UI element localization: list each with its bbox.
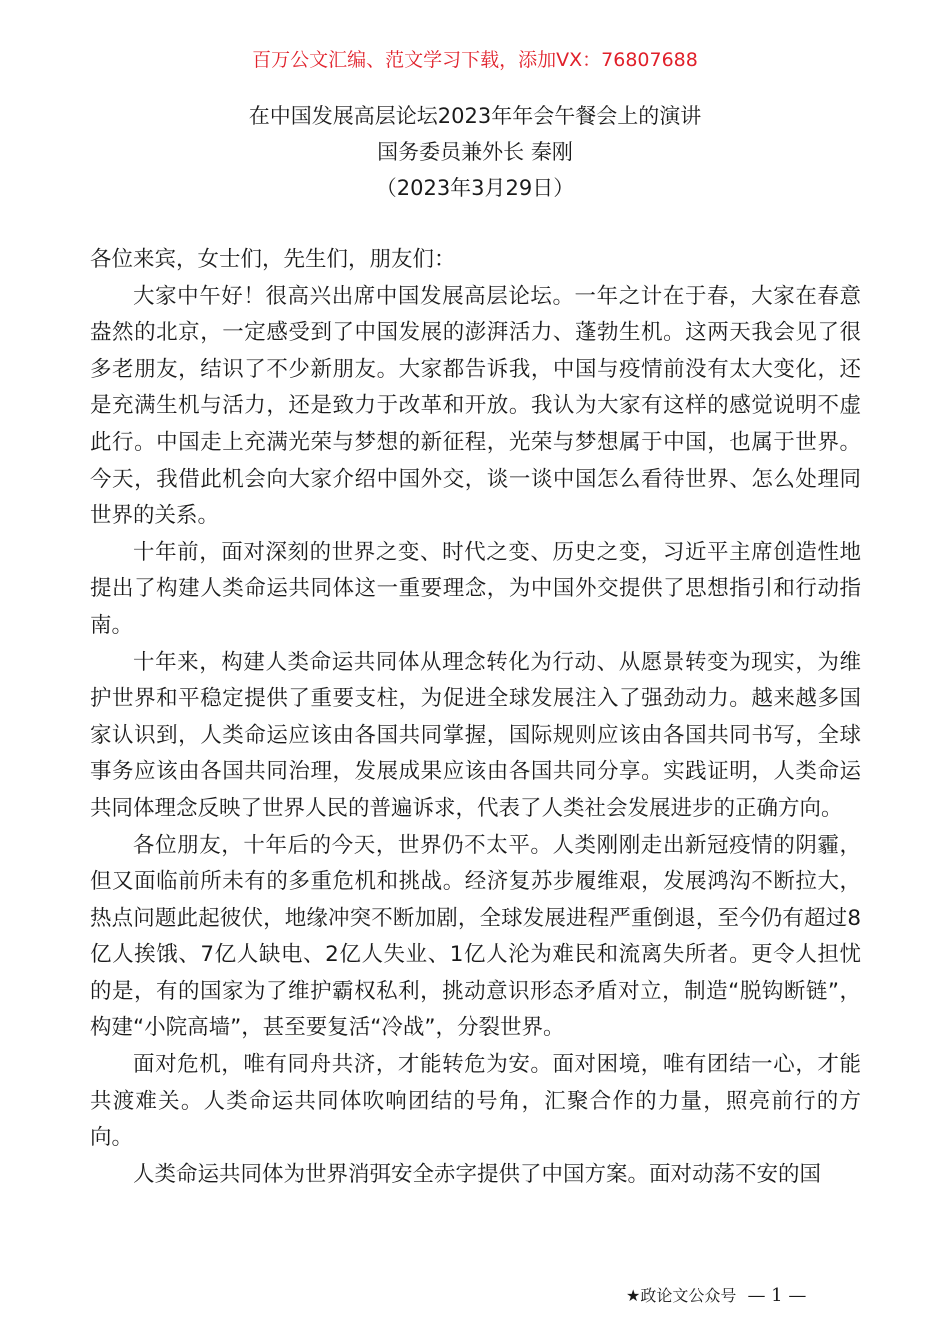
watermark-banner: 百万公文汇编、范文学习下载，添加VX：76807688 (252, 49, 698, 71)
title-block (0, 98, 950, 206)
paragraph: 十年来，构建人类命运共同体从理念转化为行动、从愿景转变为现实，为维护世界和平稳定提供了重要支柱，为促进全球发展注入了强劲动力。越来越多国家认识到，人类命运应该由各国共同掌握，国际规则应该由各国共同书写，全球事务应该由各国共同治理，发展成果应该由各国共同分享。实践证明，人类命运共同体理念反映了世界人民的普遍诉求，代表了人类社会发展进步的正确方向。 (90, 649, 861, 821)
footer-source: ★政论文公众号 (626, 1286, 737, 1305)
page-footer (626, 1284, 806, 1308)
paragraph: 大家中午好！很高兴出席中国发展高层论坛。一年之计在于春，大家在春意盎然的北京，一定感受到了中国发展的澎湃活力、蓬勃生机。这两天我会见了很多老朋友，结识了不少新朋友。大家都告诉我，中国与疫情前没有太大变化，还是充满生机与活力，还是致力于改革和开放。我认为大家有这样的感觉说明不虚此行。中国走上充满光荣与梦想的新征程，光荣与梦想属于中国，也属于世界。今天，我借此机会向大家介绍中国外交，谈一谈中国怎么看待世界、怎么处理同世界的关系。 (90, 283, 861, 529)
paragraph: 十年前，面对深刻的世界之变、时代之变、历史之变，习近平主席创造性地提出了构建人类命运共同体这一重要理念，为中国外交提供了思想指引和行动指南。 (90, 539, 861, 638)
speech-body (90, 242, 861, 1193)
speech-date: （2023年3月29日） (375, 176, 575, 200)
salutation: 各位来宾，女士们，先生们，朋友们： (90, 247, 456, 272)
speech-title: 在中国发展高层论坛2023年年会午餐会上的演讲 (248, 104, 702, 128)
speaker-line: 国务委员兼外长 秦刚 (377, 140, 573, 164)
page-number: — 1 — (747, 1285, 807, 1306)
paragraph: 各位朋友，十年后的今天，世界仍不太平。人类刚刚走出新冠疫情的阴霾，但又面临前所未有的多重危机和挑战。经济复苏步履维艰，发展鸿沟不断拉大，热点问题此起彼伏，地缘冲突不断加剧，全球发展进程严重倒退，至今仍有超过8亿人挨饿、7亿人缺电、2亿人失业、1亿人沦为难民和流离失所者。更令人担忧的是，有的国家为了维护霸权私利，挑动意识形态矛盾对立，制造“脱钩断链”，构建“小院高墙”，甚至要复活“冷战”，分裂世界。 (90, 832, 861, 1041)
paragraph: 人类命运共同体为世界消弭安全赤字提供了中国方案。面对动荡不安的国 (133, 1161, 822, 1187)
paragraph: 面对危机，唯有同舟共济，才能转危为安。面对困境，唯有团结一心，才能共渡难关。人类命运共同体吹响团结的号角，汇聚合作的力量，照亮前行的方向。 (90, 1052, 861, 1151)
